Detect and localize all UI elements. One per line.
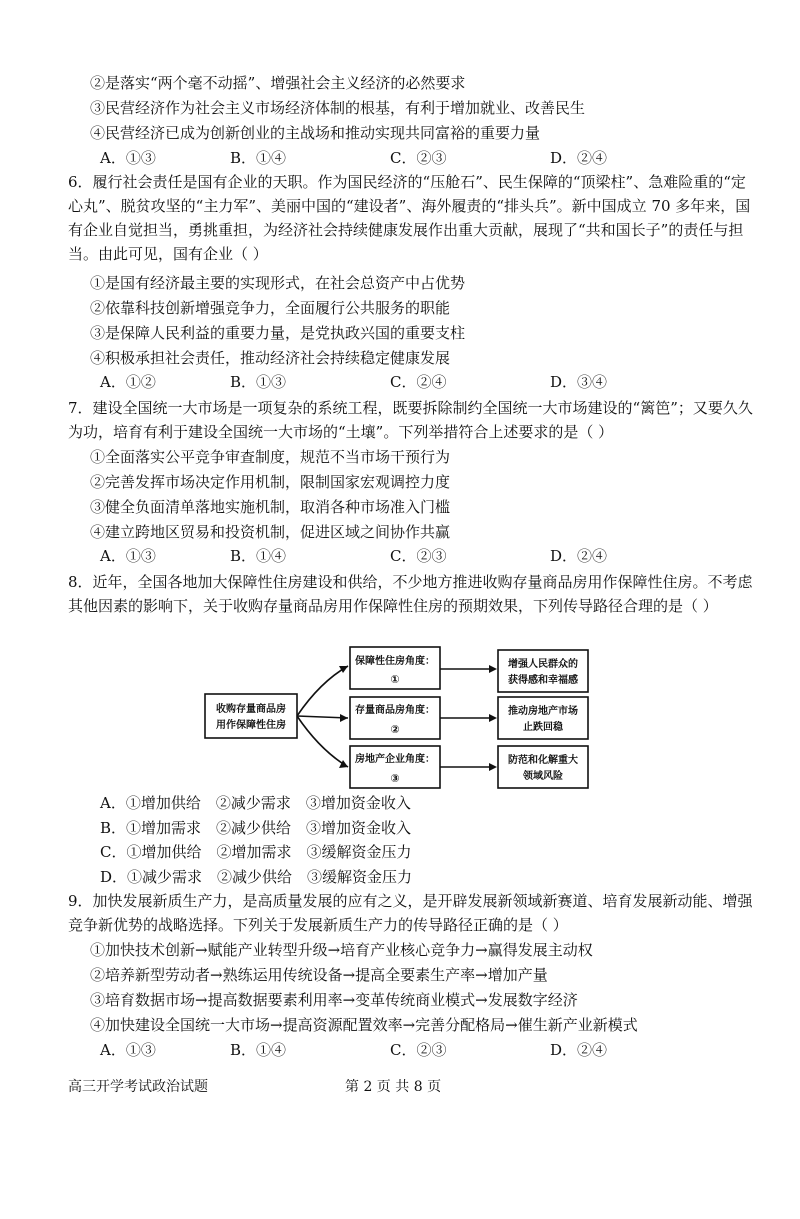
- q9-statement-3: ③培育数据市场→提高数据要素利用率→变革传统商业模式→发展数字经济: [90, 991, 578, 1009]
- q6-option-d: D．③④: [550, 373, 608, 391]
- diagram-middle-title-2: 存量商品房角度：: [355, 705, 435, 716]
- q6-statement-1: ①是国有经济最主要的实现形式，在社会总资产中占优势: [90, 274, 466, 292]
- diagram-arrowhead-2: [340, 714, 348, 722]
- diagram-middle-num-2: ②: [390, 723, 400, 736]
- q8-option-b: B．①增加需求 ②减少供给 ③增加资金收入: [100, 819, 412, 837]
- q6-statement-4: ④积极承担社会责任，推动经济社会持续稳定健康发展: [90, 349, 451, 367]
- q9-option-c: C．②③: [390, 1041, 447, 1059]
- q7-option-b: B．①④: [230, 547, 287, 565]
- q9-statement-4: ④加快建设全国统一大市场→提高资源配置效率→完善分配格局→催生新产业新模式: [90, 1016, 638, 1034]
- q5-option-b: B．①④: [230, 149, 287, 167]
- q5-option-d: D．②④: [550, 149, 608, 167]
- q5-statement-4: ④民营经济已成为创新创业的主战场和推动实现共同富裕的重要力量: [90, 124, 541, 142]
- q9-option-a: A．①③: [100, 1041, 156, 1059]
- q6-option-a: A．①②: [100, 373, 156, 391]
- q9-option-b: B．①④: [230, 1041, 287, 1059]
- diagram-arrow-source-1: [297, 666, 348, 716]
- footer-exam-name: 高三开学考试政治试题: [68, 1079, 208, 1095]
- q8-option-c: C．①增加供给 ②增加需求 ③缓解资金压力: [100, 843, 412, 861]
- q7-statement-2: ②完善发挥市场决定作用机制，限制国家宏观调控力度: [90, 473, 451, 491]
- diagram-arrow-source-3: [297, 716, 348, 767]
- diagram-arrowhead-5: [489, 714, 497, 722]
- diagram-result-3-line-1: 防范和化解重大: [508, 755, 578, 766]
- q9-stem: 9．加快发展新质生产力，是高质量发展的应有之义，是开辟发展新领域新赛道、培育发展新动能、增强竞争新优势的战略选择。下列关于发展新质生产力的传导路径正确的是（ ）: [68, 892, 753, 934]
- diagram-arrowhead-6: [489, 763, 497, 771]
- diagram-result-2-line-1: 推动房地产市场: [508, 706, 578, 717]
- q5-options: [90, 147, 730, 169]
- q7-option-c: C．②③: [390, 547, 447, 565]
- diagram-result-2-line-2: 止跌回稳: [523, 722, 563, 733]
- q5-statement-3: ③民营经济作为社会主义市场经济体制的根基，有利于增加就业、改善民生: [90, 99, 586, 117]
- q7-statement-3: ③健全负面清单落地实施机制，取消各种市场准入门槛: [90, 498, 451, 516]
- diagram-arrowhead-4: [489, 665, 497, 673]
- diagram-middle-title-3: 房地产企业角度：: [355, 754, 435, 765]
- q5-option-c: C．②③: [390, 149, 447, 167]
- diagram-source-line-1: 收购存量商品房: [216, 704, 286, 715]
- q8-transmission-diagram: [200, 642, 600, 792]
- diagram-middle-num-1: ①: [390, 673, 400, 686]
- q9-statement-1: ①加快技术创新→赋能产业转型升级→培育产业核心竞争力→赢得发展主动权: [90, 941, 593, 959]
- diagram-source-box: [205, 694, 297, 738]
- q6-statement-2: ②依靠科技创新增强竞争力，全面履行公共服务的职能: [90, 299, 451, 317]
- q7-options: [90, 545, 730, 567]
- q6-stem: 6．履行社会责任是国有企业的天职。作为国民经济的“压舱石”、民生保障的“顶梁柱”、急难险重的“定心丸”、脱贫攻坚的“主力军”、美丽中国的“建设者”、海外履责的“排头兵”。新中国成立 70 多年来，国有企业自觉担当，勇挑重担，为经济社会持续健康发展作出重大贡献，展现了“共和国长子”的责任与担当。由此可见，国有企业（ ）: [68, 173, 751, 263]
- diagram-arrowhead-1: [339, 666, 348, 673]
- q7-statement-1: ①全面落实公平竞争审查制度，规范不当市场干预行为: [90, 448, 451, 466]
- q5-option-a: A．①③: [100, 149, 156, 167]
- q6-statement-3: ③是保障人民利益的重要力量，是党执政兴国的重要支柱: [90, 324, 466, 342]
- q5-statement-2: ②是落实“两个毫不动摇”、增强社会主义经济的必然要求: [90, 74, 466, 92]
- q7-option-d: D．②④: [550, 547, 608, 565]
- q8-option-d: D．①减少需求 ②减少供给 ③缓解资金压力: [100, 868, 413, 886]
- q7-statement-4: ④建立跨地区贸易和投资机制，促进区域之间协作共赢: [90, 523, 451, 541]
- q9-options: [90, 1039, 730, 1061]
- footer-page-info: 第 2 页 共 8 页: [345, 1079, 442, 1095]
- diagram-result-3-line-2: 领域风险: [523, 771, 563, 782]
- q9-option-d: D．②④: [550, 1041, 608, 1059]
- diagram-middle-title-1: 保障性住房角度：: [355, 656, 435, 667]
- q6-option-b: B．①③: [230, 373, 287, 391]
- q6-options: [90, 371, 730, 393]
- q8-option-a: A．①增加供给 ②减少需求 ③增加资金收入: [100, 794, 411, 812]
- diagram-result-1-line-2: 获得感和幸福感: [508, 675, 578, 686]
- diagram-middle-num-3: ③: [390, 772, 400, 785]
- q7-stem: 7．建设全国统一大市场是一项复杂的系统工程，既要拆除制约全国统一大市场建设的“篱笆”；又要久久为功，培育有利于建设全国统一大市场的“土壤”。下列举措符合上述要求的是（ ）: [68, 399, 753, 441]
- diagram-result-1-line-1: 增强人民群众的: [508, 659, 578, 670]
- q7-option-a: A．①③: [100, 547, 156, 565]
- q6-option-c: C．②④: [390, 373, 447, 391]
- q9-statement-2: ②培养新型劳动者→熟练运用传统设备→提高全要素生产率→增加产量: [90, 966, 548, 984]
- q8-stem: 8．近年，全国各地加大保障性住房建设和供给，不少地方推进收购存量商品房用作保障性住房。不考虑其他因素的影响下，关于收购存量商品房用作保障性住房的预期效果，下列传导路径合理的是（ ）: [68, 573, 753, 615]
- diagram-source-line-2: 用作保障性住房: [216, 720, 286, 731]
